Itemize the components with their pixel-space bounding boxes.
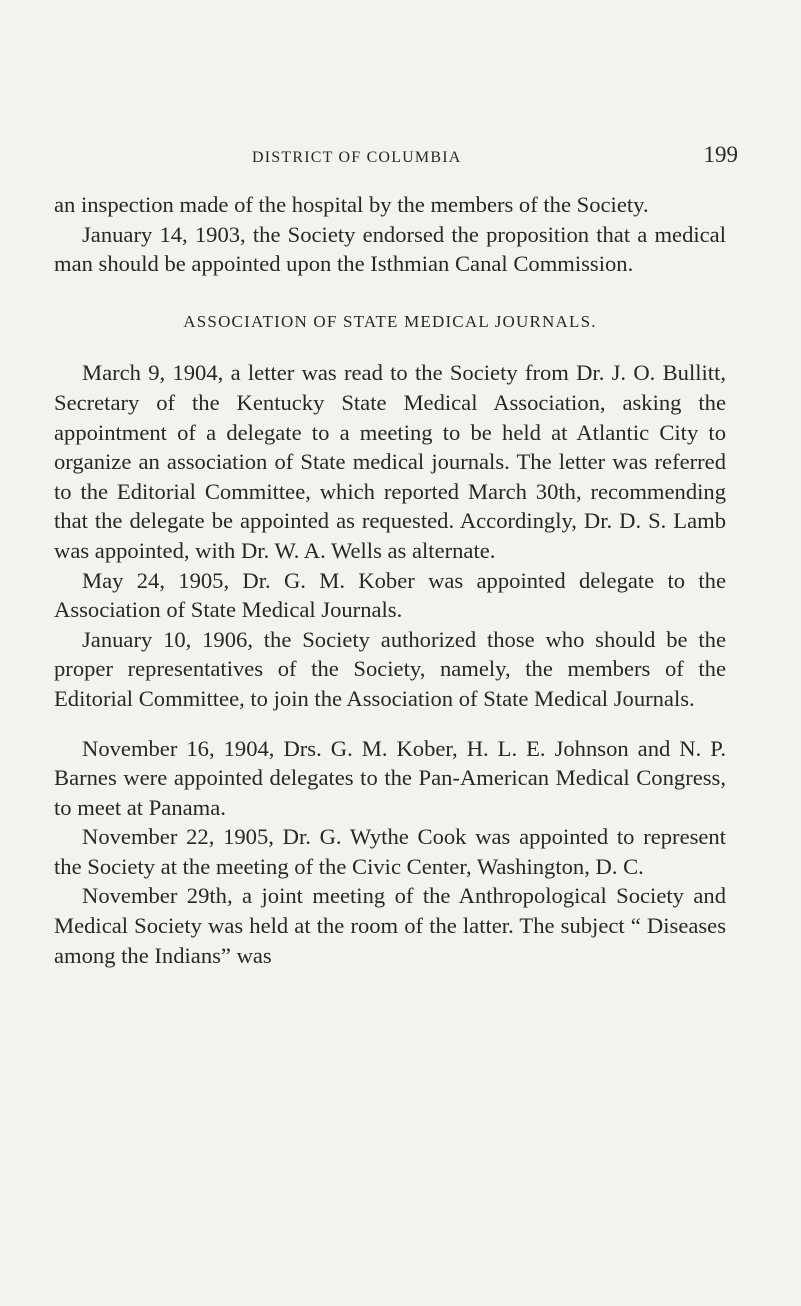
paragraph: January 10, 1906, the Society authorized those who should be the proper representatives of the Society, namely, the members of the Editorial Committee, to join the Association of State Medical Journals.: [54, 626, 726, 711]
paragraph: November 22, 1905, Dr. G. Wythe Cook was appointed to represent the Society at the meeting of the Civic Center, Washington, D. C.: [54, 824, 726, 879]
paragraph: January 14, 1903, the Society endorsed the proposition that a medical man should be appointed upon the Isthmian Canal Commission.: [54, 221, 726, 277]
paragraph-continued: an inspection made of the hospital by the members of the Society.: [54, 192, 649, 217]
running-head: [54, 142, 738, 175]
running-title: DISTRICT OF COLUMBIA: [252, 149, 462, 166]
section-heading: ASSOCIATION OF STATE MEDICAL JOURNALS.: [183, 311, 597, 331]
paragraph: March 9, 1904, a letter was read to the Society from Dr. J. O. Bullitt, Secretary of the Kentucky State Medical Association, asking the appointment of a delegate to a meeting to be held at Atlantic City to organize an association of State medical journals. The letter was referred to the Editorial Committee, which reported March 30th, recommending that the delegate be appointed as requested. Accordingly, Dr. D. S. Lamb was appointed, with Dr. W. A. Wells as alternate.: [54, 360, 726, 563]
page-number: 199: [703, 142, 738, 167]
paragraph: November 29th, a joint meeting of the Anthropological Society and Medical Society was held at the room of the latter. The subject “ Diseases among the Indians” was: [54, 883, 726, 968]
paragraph-gap: [54, 714, 726, 734]
paragraph: November 16, 1904, Drs. G. M. Kober, H. L. E. Johnson and N. P. Barnes were appointed delegates to the Pan-American Medical Congress, to meet at Panama.: [54, 735, 726, 820]
page-body: [54, 190, 726, 970]
paragraph: May 24, 1905, Dr. G. M. Kober was appointed delegate to the Association of State Medical Journals.: [54, 567, 726, 623]
